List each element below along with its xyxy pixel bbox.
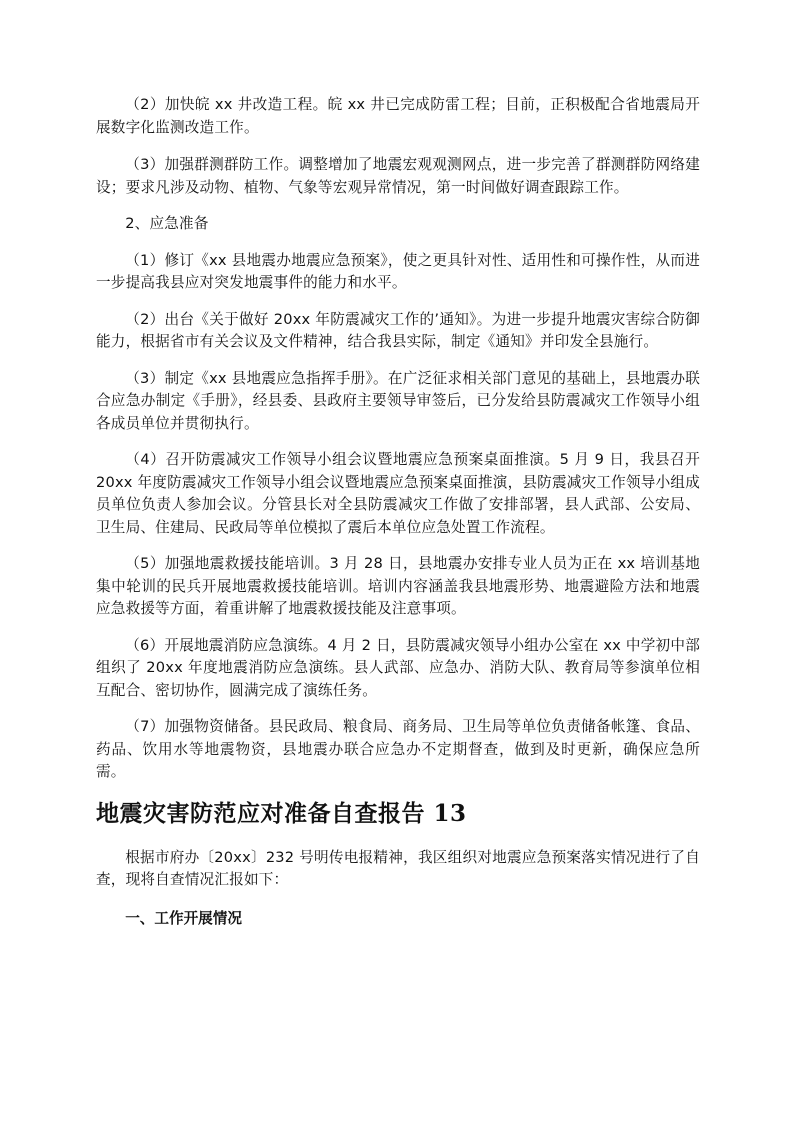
paragraph-prep-5: （5）加强地震救援技能培训。3 月 28 日，县地震办安排专业人员为正在 xx 培训基地集中轮训的民兵开展地震救援技能培训。培训内容涵盖我县地震形势、地震避险方法和地震应急救援等方面，着重讲解了地震救援技能及注意事项。 [96, 555, 700, 617]
section-heading-work: 一、工作开展情况 [125, 909, 242, 927]
paragraph-prep-7: （7）加强物资储备。县民政局、粮食局、商务局、卫生局等单位负责储备帐篷、食品、药品、饮用水等地震物资，县地震办联合应急办不定期督查，做到及时更新，确保应急所需。 [96, 718, 700, 780]
section-label-emergency-prep: 2、应急准备 [125, 215, 209, 232]
paragraph-prep-1: （1）修订《xx 县地震办地震应急预案》，使之更具针对性、适用性和可操作性，从而进一步提高我县应对突发地震事件的能力和水平。 [96, 251, 700, 291]
paragraph-item-2: （2）加快皖 xx 井改造工程。皖 xx 井已完成防雷工程；目前，正积极配合省地震局开展数字化监测改造工作。 [96, 96, 700, 136]
paragraph-item-3: （3）加强群测群防工作。调整增加了地震宏观观测网点，进一步完善了群测群防网络建设；要求凡涉及动物、植物、气象等宏观异常情况，第一时间做好调查跟踪工作。 [96, 156, 700, 196]
paragraph-prep-4: （4）召开防震减灾工作领导小组会议暨地震应急预案桌面推演。5 月 9 日，我县召开 20xx 年度防震减灾工作领导小组会议暨地震应急预案桌面推演，县防震减灾工作领导小组成员单位负责人参加会议。分管县长对全县防震减灾工作做了安排部署，县人武部、公安局、卫生局、住建局、民政局等单位模拟了震后本单位应急处置工作流程。 [96, 451, 700, 536]
paragraph-prep-3: （3）制定《xx 县地震应急指挥手册》。在广泛征求相关部门意见的基础上，县地震办联合应急办制定《手册》，经县委、县政府主要领导审签后，已分发给县防震减灾工作领导小组各成员单位并贯彻执行。 [96, 369, 700, 432]
report-intro: 根据市府办〔20xx〕232 号明传电报精神，我区组织对地震应急预案落实情况进行了自查，现将自查情况汇报如下： [96, 848, 700, 888]
report-heading: 地震灾害防范应对准备自查报告 13 [96, 799, 467, 827]
document-page [96, 94, 700, 930]
paragraph-prep-2: （2）出台《关于做好 20xx 年防震减灾工作的’通知》。为进一步提升地震灾害综合防御能力，根据省市有关会议及文件精神，结合我县实际，制定《通知》并印发全县施行。 [96, 310, 700, 350]
paragraph-prep-6: （6）开展地震消防应急演练。4 月 2 日，县防震减灾领导小组办公室在 xx 中学初中部组织了 20xx 年度地震消防应急演练。县人武部、应急办、消防大队、教育局等参演单位相互配合、密切协作，圆满完成了演练任务。 [96, 636, 700, 699]
